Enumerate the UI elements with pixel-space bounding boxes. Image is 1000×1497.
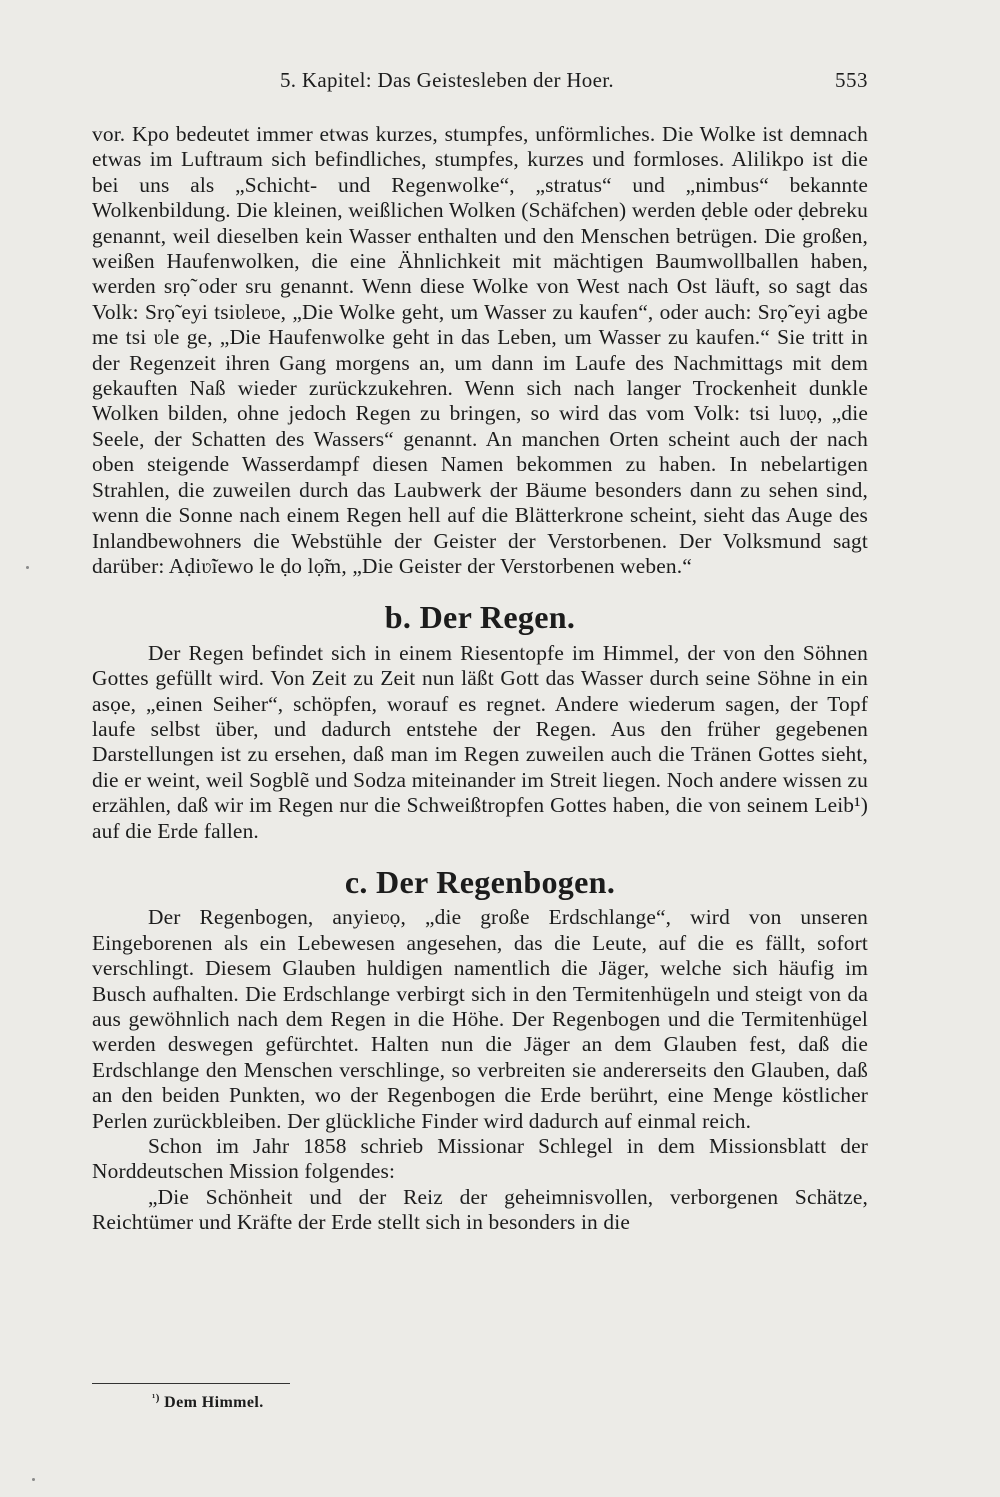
- footnote-mark: ¹): [152, 1392, 160, 1404]
- section-heading-regen: b. Der Regen.: [384, 599, 576, 636]
- body-text: [92, 122, 868, 1236]
- scan-speck: [26, 566, 29, 569]
- paragraph-schlegel: Schon im Jahr 1858 schrieb Missionar Schlegel in dem Missionsblatt der Norddeutschen Mission folgendes:: [92, 1134, 868, 1184]
- footnote: [152, 1392, 264, 1412]
- paragraph-clouds: vor. Kpo bedeutet immer etwas kurzes, stumpfes, unförmliches. Die Wolke ist demnach etwas im Luftraum sich befindliches, stumpfes, kurzes und formloses. Alilikpo ist die bei uns als „Schicht- und Regenwolke“, „stratus“ und „nimbus“ bekannte Wolkenbildung. Die kleinen, weißlichen Wolken (Schäfchen) werden ḍeble oder ḍebreku genannt, weil dieselben kein Wasser enthalten und den Menschen betrügen. Die großen, weißen Haufenwolken, die eine Ähnlichkeit mit mächtigen Baumwollballen haben, werden srọ̃ oder sru genannt. Wenn diese Wolke von West nach Ost läuft, so sagt das Volk: Srọ̃ eyi tsiʋleʋe, „Die Wolke geht, um Wasser zu kaufen“, oder auch: Srọ̃ eyi agbe me tsi ʋle ge, „Die Haufenwolke geht in das Leben, um Wasser zu kaufen.“ Sie tritt in der Regenzeit ihren Gang morgens an, um dann im Laufe des Nachmittags mit dem gekauften Naß wieder zurückzukehren. Wenn sich nach langer Trockenheit dunkle Wolken bilden, ohne jedoch Regen zu bringen, so wird das vom Volk: tsi luʋọ, „die Seele, der Schatten des Wassers“ genannt. An manchen Orten scheint auch der nach oben steigende Wasserdampf diesen Namen bekommen zu haben. In nebelartigen Strahlen, die zuweilen durch das Laubwerk der Bäume besonders dann zu sehen sind, wenn die Sonne nach einem Regen hell auf die Blätterkrone scheint, sieht das Auge des Inlandbewohners die Webstühle der Geister der Verstorbenen. Der Volksmund sagt darüber: Aḍiʋ̃iewo le ḍo lọ̃m, „Die Geister der Verstorbenen weben.“: [92, 122, 868, 578]
- running-title: 5. Kapitel: Das Geistesleben der Hoer.: [280, 68, 614, 92]
- running-header: [92, 68, 868, 98]
- paragraph-quote: „Die Schönheit und der Reiz der geheimnisvollen, verborgenen Schätze, Reichtümer und Kräfte der Erde stellt sich in besonders in die: [92, 1184, 868, 1235]
- footnote-divider: [92, 1383, 290, 1384]
- paragraph-regenbogen: Der Regenbogen, anyieʋọ, „die große Erdschlange“, wird von unseren Eingeborenen als ein Lebewesen angesehen, das die Leute, auf die es fällt, sofort verschlingt. Diesem Glauben huldigen namentlich die Jäger, welche sich häufig im Busch aufhalten. Die Erdschlange verbirgt sich in den Termitenhügeln und steigt von da aus gewöhnlich nach dem Regen in die Höhe. Der Regenbogen und die Termitenhügel werden deswegen gefürchtet. Halten nun die Jäger an dem Glauben fest, daß die Erdschlange den Menschen verschlinge, so verbreiten sie andererseits den Glauben, daß an den beiden Punkten, wo der Regenbogen die Erde berührt, eine Menge köstlicher Perlen zurückbleiben. Der glückliche Finder wird dadurch auf einmal reich.: [92, 905, 868, 1133]
- scan-speck: [32, 1478, 35, 1481]
- paragraph-regen: Der Regen befindet sich in einem Riesentopfe im Himmel, der von den Söhnen Gottes gefüllt wird. Von Zeit zu Zeit nun läßt Gott das Wasser durch seine Söhne in ein asọe, „einen Seiher“, schöpfen, worauf es regnet. Andere wiederum sagen, der Topf laufe selbst über, und dadurch entstehe der Regen. Aus den früher gegebenen Darstellungen ist zu ersehen, daß man im Regen zuweilen auch die Tränen Gottes sieht, die er weint, weil Sogblẽ und Sodza miteinander im Streit liegen. Noch andere wissen zu erzählen, daß wir im Regen nur die Schweißtropfen Gottes haben, die von seinem Leib¹) auf die Erde fallen.: [92, 640, 868, 843]
- page-number: 553: [835, 68, 868, 92]
- section-heading-regenbogen: c. Der Regenbogen.: [344, 863, 616, 900]
- footnote-text: Dem Himmel.: [164, 1394, 264, 1411]
